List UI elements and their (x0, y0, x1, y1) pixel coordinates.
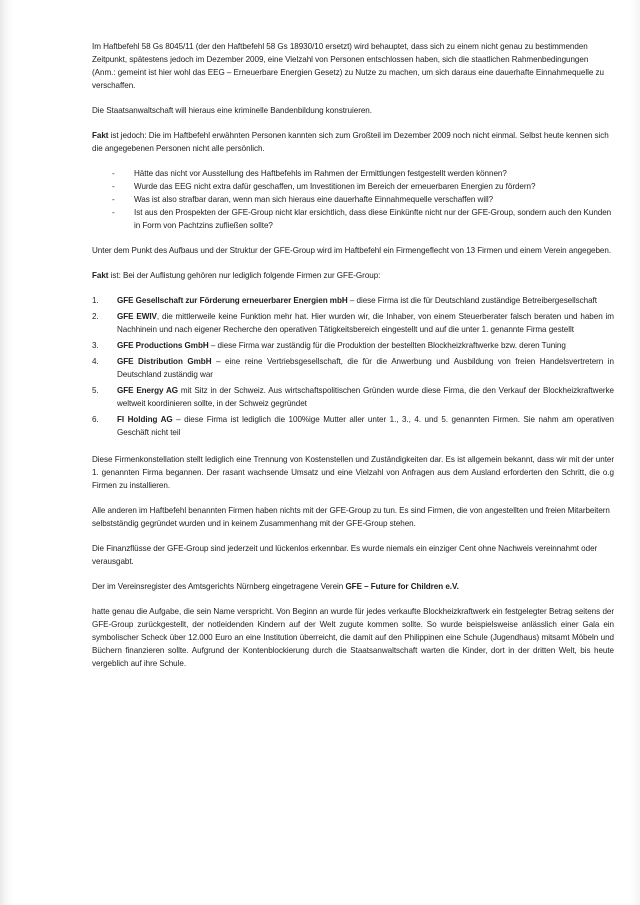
question-item: - Wurde das EEG nicht extra dafür geschaffen, um Investitionen im Bereich der erneuerbaren Energien zu fördern? (134, 180, 614, 193)
firm-name: GFE Distribution GmbH (117, 357, 212, 366)
paragraph-andere-firmen: Alle anderen im Haftbefehl benannten Firmen haben nichts mit der GFE-Group zu tun. Es sind Firmen, die von angestellten und freien Mitarbeitern selbstständig gegründet wurden und in keinem Zusammenhang mit der GFE-Group stehen. (92, 506, 610, 528)
firm-item (92, 339, 614, 352)
fakt-text: ist jedoch: Die im Haftbefehl erwähnten Personen kannten sich zum Großteil im Dezember 2009 noch nicht einmal. Selbst heute kennen sich die angegebenen Personen nicht alle persönlich. (92, 131, 609, 153)
question-item: - Was ist also strafbar daran, wenn man sich hieraus eine dauerhafte Einnahmequelle verschaffen will? (134, 193, 614, 206)
paragraph-finanzfluesse: Die Finanzflüsse der GFE-Group sind jederzeit und lückenlos erkennbar. Es wurde niemals ein einziger Cent ohne Nachweis vereinnahmt oder verausgabt. (92, 544, 598, 566)
firm-number: 5. (92, 386, 99, 395)
firm-name: GFE Energy AG (117, 386, 179, 395)
verein-intro: Der im Vereinsregister des Amtsgerichts Nürnberg eingetragene Verein (92, 582, 346, 591)
paragraph-verein (92, 580, 614, 593)
fakt-label: Fakt (92, 131, 109, 140)
firm-description: – diese Firma war zuständig für die Produktion der bestellten Blockheizkraftwerke bzw. deren Tuning (208, 341, 566, 350)
paragraph-fakt-2 (92, 269, 614, 282)
firm-name: GFE Productions GmbH (117, 341, 209, 350)
firm-name: GFE Gesellschaft zur Förderung erneuerbarer Energien mbH (117, 296, 348, 305)
firm-number: 4. (92, 357, 99, 366)
paragraph-firmenkonstellation: Diese Firmenkonstellation stellt lediglich eine Trennung von Kostenstellen und Zuständigkeiten dar. Es ist allgemein bekannt, dass wir mit der unter 1. genannten Firma begannen. Der rasant wachsende Umsatz und eine Vielzahl von Anfragen aus dem Ausland erforderten den Schritt, die o.g Firmen zu installieren. (92, 455, 614, 490)
firm-description: – diese Firma ist lediglich die 100%ige Mutter aller unter 1., 3., 4. und 5. genannten Firmen. Sie nahm am operativen Geschäft nicht teil (117, 415, 614, 437)
fakt-text: ist: Bei der Auflistung gehören nur lediglich folgende Firmen zur GFE-Group: (108, 271, 381, 280)
firm-number: 6. (92, 415, 99, 424)
firm-item (92, 413, 614, 439)
verein-name: GFE – Future for Children e.V. (345, 582, 459, 591)
firm-description: mit Sitz in der Schweiz. Aus wirtschaftspolitischen Gründen wurde diese Firma, die den Verkauf der Blockheizkraftwerke weltweit koordinieren sollte, in der Schweiz gegründet (117, 386, 614, 408)
firm-item (92, 310, 614, 336)
firm-number: 1. (92, 296, 99, 305)
paragraph-haftbefehl: Im Haftbefehl 58 Gs 8045/11 (der den Haftbefehl 58 Gs 18930/10 ersetzt) wird behauptet, dass sich zu einem nicht genau zu bestimmenden Zeitpunkt, spätestens jedoch im Dezember 2009, eine Vielzahl von Personen entschlossen haben, sich die staatlichen Rahmenbedingungen (Anm.: gemeint ist hier wohl das EEG – Erneuerbare Energien Gesetz) zu Nutze zu machen, um sich daraus eine dauerhafte Einnahmequelle zu verschaffen. (92, 42, 604, 90)
paragraph-verein-aufgabe: hatte genau die Aufgabe, die sein Name verspricht. Von Beginn an wurde für jedes verkaufte Blockheizkraftwerk ein festgelegter Betrag seitens der GFE-Group zurückgestellt, der notleidenden Kindern auf der Welt zugute kommen sollte. So wurde beispielsweise anlässlich einer Gala ein symbolischer Scheck über 12.000 Euro an eine Institution überreicht, die damit auf den Philippinen eine Schule (Jugendhaus) mitsamt Möbeln und Büchern finanzieren sollte. Aufgrund der Kontenblockierung durch die Staatsanwaltschaft warten die Kinder, dort in der dritten Welt, bis heute vergeblich auf ihre Schule. (92, 607, 614, 668)
firm-item (92, 384, 614, 410)
firm-description: – diese Firma ist die für Deutschland zuständige Betreibergesellschaft (347, 296, 597, 305)
question-list (92, 167, 614, 232)
firm-item (92, 355, 615, 381)
firm-item (92, 294, 614, 307)
fakt-label: Fakt (92, 271, 109, 280)
paragraph-staatsanwaltschaft: Die Staatsanwaltschaft will hieraus eine kriminelle Bandenbildung konstruieren. (92, 106, 372, 115)
firm-number: 3. (92, 341, 99, 350)
firm-description: , die mittlerweile keine Funktion mehr hat. Hier wurden wir, die Inhaber, von einem Steuerberater falsch beraten und haben im Nachhinein und nach eigener Recherche den operativen Tätigkeitsbereich eingestellt und auf die unter 1. genannte Firma gestellt (117, 312, 614, 334)
firm-list (92, 294, 614, 439)
firm-description: – eine reine Vertriebsgesellschaft, die für die Anwerbung und Ausbildung von freien Handelsvertretern in Deutschland zuständig war (117, 357, 615, 379)
firm-name: FI Holding AG (117, 415, 173, 424)
question-item: - Ist aus den Prospekten der GFE-Group nicht klar ersichtlich, dass diese Einkünfte nicht nur der GFE-Group, sondern auch den Kunden in Form von Pachtzins zufließen sollte? (134, 206, 614, 232)
paragraph-fakt-1 (92, 129, 614, 155)
paragraph-struktur: Unter dem Punkt des Aufbaus und der Struktur der GFE-Group wird im Haftbefehl ein Firmengeflecht von 13 Firmen und einem Verein angegeben. (92, 246, 612, 255)
firm-name: GFE EWIV (117, 312, 157, 321)
question-item: - Hätte das nicht vor Ausstellung des Haftbefehls im Rahmen der Ermittlungen festgestellt werden können? (134, 167, 614, 180)
document-body (92, 40, 614, 682)
firm-number: 2. (92, 312, 99, 321)
